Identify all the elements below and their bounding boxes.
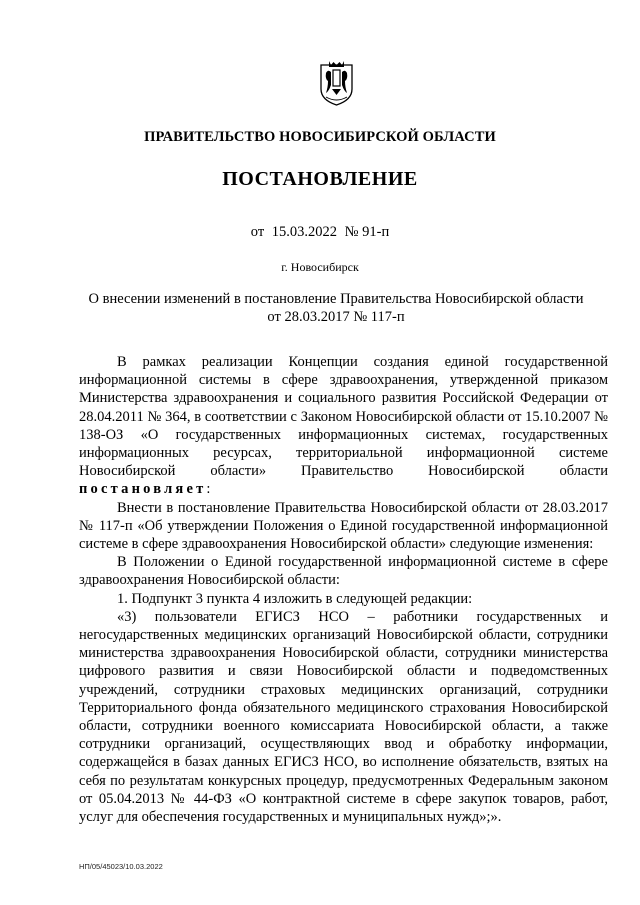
date-number-line [0, 224, 640, 241]
organization-title: ПРАВИТЕЛЬСТВО НОВОСИБИРСКОЙ ОБЛАСТИ [144, 129, 496, 145]
footer-document-code: НП/05/45023/10.03.2022 [79, 862, 163, 871]
body-paragraph-regulation: В Положении о Единой государственной информационной системе в сфере здравоохранения Новосибирской области: [79, 554, 608, 589]
document-type-heading: ПОСТАНОВЛЕНИЕ [222, 168, 418, 190]
body-paragraph-preamble [79, 353, 608, 499]
document-subject [60, 290, 612, 326]
body-paragraph-new-wording: «3) пользователи ЕГИСЗ НСО – работники государственных и негосударственных медицинских организаций Новосибирской области, сотрудники министерства здравоохранения Новосибирской области, сотрудники министерства цифрового развития и связи Новосибирской области и подведомственных учреждений, сотрудники страховых медицинских организаций, сотрудники Территориального фонда обязательного медицинского страхования Новосибирской области, сотрудники военного комиссариата Новосибирской области, а также сотрудники организаций, осуществляющих ввод и обработку информации, содержащейся в базах данных ЕГИСЗ НСО, во исполнение обязательств, взятых на себя по результатам конкурсных процедур, предусмотренных Федеральным законом от 05.04.2013 № 44-ФЗ «О контрактной системе в сфере закупок товаров, работ, услуг для обеспечения государственных и муниципальных нужд»;». [79, 608, 608, 826]
document-body [79, 353, 608, 826]
subject-line-1: О внесении изменений в постановление Правительства Новосибирской области [88, 291, 584, 307]
body-paragraph-amend: Внести в постановление Правительства Новосибирской области от 28.03.2017 № 117-п «Об утверждении Положения о Единой государственной информационной системе в сфере здравоохранения Новосибирской области» следующие изменения: [79, 499, 608, 553]
resolves-word: постановляет [79, 481, 207, 498]
subject-line-2: от 28.03.2017 № 117-п [267, 309, 405, 325]
body-paragraph-item-1: 1. Подпункт 3 пункта 4 изложить в следующей редакции: [117, 590, 473, 607]
date-prefix: от [250, 224, 265, 240]
coat-of-arms-icon [318, 59, 355, 106]
place-of-issue: г. Новосибирск [281, 260, 359, 274]
document-date: 15.03.2022 [271, 224, 338, 240]
document-number: № 91-п [344, 224, 390, 240]
resolves-colon: : [206, 481, 211, 498]
preamble-text: В рамках реализации Концепции создания единой государственной информационной системы в сфере здравоохранения, утвержденной приказом Министерства здравоохранения и социального развития Российской Федерации от 28.04.2011 № 364, в соответствии с Законом Новосибирской области от 15.10.2007 № 138-ОЗ «О государственных информационных системах, государственных информационных ресурсах, территориальной информационной системе Новосибирской области» Правительство Новосибирской области [79, 354, 608, 480]
